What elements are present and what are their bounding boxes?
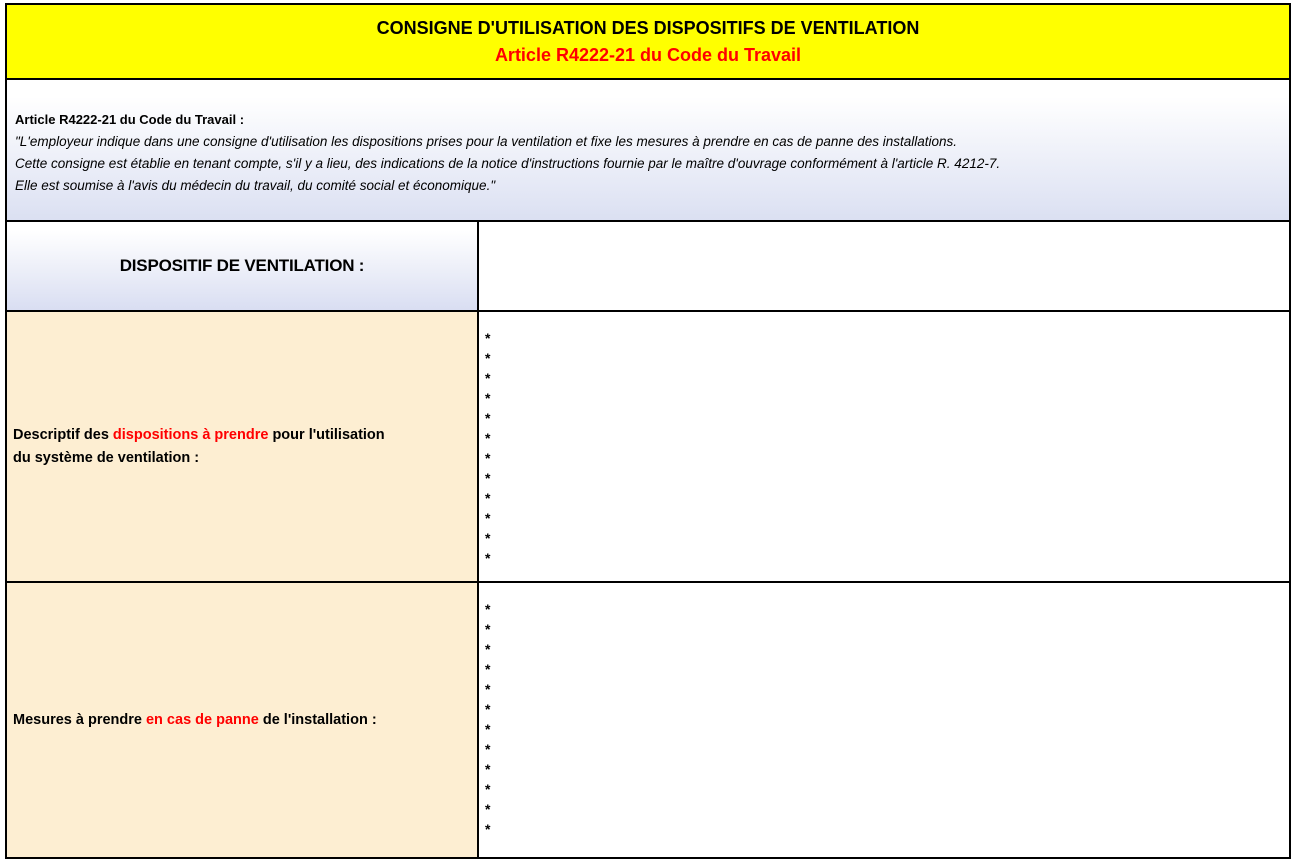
device-row xyxy=(7,222,1289,312)
section-dispositions-row xyxy=(7,312,1289,583)
section-dispositions-label-cell: Descriptif des dispositions à prendre pour l'utilisation du système de ventilation : xyxy=(7,312,479,581)
document-title: CONSIGNE D'UTILISATION DES DISPOSITIFS DE VENTILATION xyxy=(376,17,920,38)
document-subtitle: Article R4222-21 du Code du Travail xyxy=(494,44,802,65)
article-quote-lines: "L'employeur indique dans une consigne d'utilisation les dispositions prises pour la ventilation et fixe les mesures à prendre en cas de panne des installations. Cette consigne est établie en tenant compte, s'il y a lieu, des indications de la notice d'instructions fournie par le maître d'ouvrage conformément à l'article R. 4212-7. Elle est soumise à l'avis du médecin du travail, du comité social et économique." xyxy=(15,134,1001,193)
device-label: DISPOSITIF DE VENTILATION : xyxy=(119,256,365,275)
section-dispositions-entry-cell[interactable]: * * * * * * * * * * * * xyxy=(479,312,1289,581)
section-panne-label-cell: Mesures à prendre en cas de panne de l'installation : xyxy=(7,583,479,857)
article-heading: Article R4222-21 du Code du Travail : xyxy=(15,112,245,127)
device-value-input-cell[interactable] xyxy=(479,222,1289,310)
consigne-ventilation-document xyxy=(5,3,1291,859)
section-panne-entry-cell[interactable]: * * * * * * * * * * * * xyxy=(479,583,1289,857)
article-text-block xyxy=(7,80,1289,222)
section-panne-row xyxy=(7,583,1289,857)
device-label-cell xyxy=(7,222,479,310)
document-header-band xyxy=(7,5,1289,80)
